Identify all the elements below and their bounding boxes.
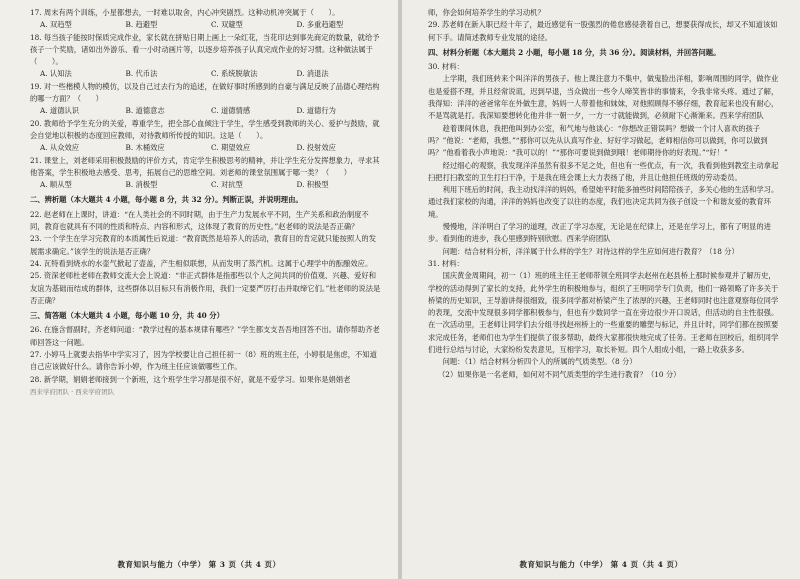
section-heading: 四、材料分析题（本大题共 2 小题，每小题 18 分，共 36 分）。阅读材料，并回答问题。 (428, 47, 721, 57)
question-24: 24. 瓦特看到烧水的水壶气掀起了壶盖，产生相似联想，从而发明了蒸汽机。这属于心理学中的酝酿效应。 (30, 258, 373, 268)
option: A. 顺从型 (40, 180, 72, 190)
question-29: 29. 苏老师在新入职已经十年了，最近感觉有一股强烈的倦怠感侵袭着自己，想要获得成长，却又不知道该如何下手。请简述教师专业发展的途径。 (428, 20, 778, 42)
option: C. 期望效应 (211, 143, 251, 153)
page-4-footer: 教育知识与能力（中学） 第 4 页（共 4 页） (519, 559, 683, 569)
page-3-content (30, 7, 382, 398)
question-27: 27. 小婷马上就要去指华中学实习了，因为学校要让自己担任初一（8）班的班主任，小婷很是焦虑，不知道自己应该做好什么。请你告诉小婷，作为班主任应该做哪些工作。 (30, 350, 377, 372)
question-20: 20. 教师给予学生充分的关爱，尊重学生，把全部心血倾注于学生，学生感受到教师的关心、爱护与鼓励，就会自觉地以积极的态度回应教师，对待教师所传授的知识。这是（ ）。 (30, 118, 380, 140)
material-paragraph: 国庆黄金周期间，初一（1）班的班主任王老师带领全班同学去赵州在赵县桥上那时候参观并了解历史，学校的活动得到了家长的支持，此外学生的积极地参与，组织了王明同学专门负责，他们一路领略了许多关于桥梁的历史知识，王导游讲得很细致，很多同学都对桥梁产生了浓厚的兴趣，王老师同时也注意观察每位同学的表现，交流中发现很多同学都积极参与，但也有少数同学一直在旁边很少开口说话，但活动的自主性很强。在一次活动里，王老师让同学们去分组寻找赵州桥上的一些重要的雕塑与标记，并且计时，同学们都在按照要求完成任务，老师们也为学生们提供了很多帮助，最终大家都很快地完成了任务。王老师在回校后，组织同学们进行总结与讨论，大家纷纷发表意见，互相学习，取长补短。四个人组成小组，一路上收获多多。 (428, 271, 779, 355)
page-4-content (428, 7, 782, 381)
question-17: 17. 周末有两个训练，小星都想去，一时难以取舍，内心冲突剧烈。这种动机冲突属于（ ）。 (30, 8, 340, 17)
page-4 (402, 0, 800, 579)
option: A. 认知法 (40, 69, 72, 79)
option: D. 消退法 (296, 69, 329, 79)
question-31-prompt-2: （2）如果你是一名老师，如何对不同气质类型的学生进行教育？（10 分） (438, 369, 681, 379)
question-17-options (30, 19, 382, 31)
question-21: 21. 课堂上，刘老师采用积极鼓励的评价方式，肯定学生积极思考的精神，并让学生充分发挥想象力，寻求其他答案，学生积极地去感受、思考，拓展自己的思维空间。刘老师的课堂氛围属于哪一类？（ ） (30, 155, 380, 177)
option: A. 双趋型 (40, 20, 72, 30)
option: B. 趋避型 (125, 20, 158, 30)
option: C. 道德情感 (211, 106, 251, 116)
option: A. 道德认识 (40, 106, 80, 116)
page-3-footer: 教育知识与能力（中学） 第 3 页（共 4 页） (117, 559, 281, 569)
option: A. 从众效应 (40, 143, 80, 153)
question-19-options (30, 105, 382, 117)
option: B. 木桶效应 (125, 143, 165, 153)
watermark-stamp: 西来学府团队 · 西来学府团队 (30, 387, 115, 396)
option: B. 消极型 (125, 180, 158, 190)
option: B. 代币法 (125, 69, 158, 79)
material-paragraph: 趁着课间休息，我把他叫到办公室，和气地与他谈心：“你想改正错误吗？想做一个讨人喜欢的孩子吗？”他说：“老师，我想。”“那你可以先从认真写作业、好好学习做起，老师相信你可以做到，你可以做到吗？”他看着我小声地说：“我可以的！”“那你可要说到做到哦！老师期待你的好表现。”“好！” (428, 123, 768, 158)
option: B. 道德意志 (125, 106, 165, 116)
question-30-prompt: 问题：结合材料分析，洋洋属于什么样的学生？对待这样的学生应如何进行教育？（18 分） (442, 246, 739, 256)
section-heading: 三、简答题（本大题共 4 小题，每小题 10 分，共 40 分） (30, 311, 224, 321)
option: D. 道德行为 (296, 106, 336, 116)
question-26: 26. 在施含督副时，齐老师问道：“教学过程的基本规律有哪些？”学生都支支吾吾地回答不出。请你帮助齐老师回答这一问题。 (30, 325, 380, 347)
material-paragraph: 经过细心的观察，我发现洋洋虽然有很多不足之处，但也有一些优点，有一次，我看到他到教室主动拿起扫把打扫教室的卫生打扫干净，于是我在班会课上大力表扬了他，并且让他担任班级的劳动委员。 (428, 160, 779, 182)
question-23: 23. 一个学生在学习完教育的本质属性后说道：“教育既然是培养人的活动，教育目的肯定就只能按照人的发展需求确定。”该学生的说法是否正确？ (30, 234, 377, 256)
option: D. 积极型 (296, 180, 329, 190)
option: C. 系统脱敏法 (211, 69, 258, 79)
section-heading: 二、辨析题（本大题共 4 小题，每小题 8 分，共 32 分）。判断正误，并说明理由。 (30, 195, 303, 205)
option: D. 多重趋避型 (296, 20, 344, 30)
question-31: 31. 材料： (428, 258, 464, 268)
question-25: 25. 资深老师杜老师在教师交流大会上说道：“非正式群体是指那些以个人之间共同的价值观、兴趣、爱好和友谊为基础而结成的群体，这些群体以目标只有消极作用，我们一定要严厉打击并取缔它们。”杜老师的说法是否正确？ (30, 271, 381, 305)
question-22: 22. 赵老师在上课时，讲道：“在人类社会的不同时期，由于生产力发展水平不同，生产关系和政治制度不同，教育也就具有不同的性质和特点、内容和形式，这体现了教育的历史性。”赵老师的说法是否正确？ (30, 209, 369, 232)
question-21-options (30, 179, 382, 191)
option: D. 投射效应 (296, 143, 336, 153)
material-paragraph: 上学期，我们班转来个叫洋洋的男孩子。他上课注意力不集中，做鬼脸出洋相，影响周围的同学，做作业也是爱搭不理，并且经常说谎，迟到早退，当众做出一些令人啼笑皆非的事情来，令我非常头疼。通过了解，我得知：洋洋的爸爸常年在外做生意，妈妈一人带着他和妹妹，对他照顾得不够仔细，教育起来也没有耐心，不是骂就是打。我深知要想转化他并非一朝一夕，一方一寸就能做到，必须耐下心渐渐来。西来学府团队 (428, 74, 779, 121)
page-3 (0, 0, 398, 579)
question-18: 18. 每当孩子能按时保质完成作业，家长就在拼贴日期上画上一朵红花，当花印达到事先商定的数量，就给予孩子一个奖励，诸如出外游乐、看一小时动画片等，以逐步培养孩子认真完成作业的好习惯。这种做法属于（ ）。 (30, 32, 380, 67)
question-20-options (30, 142, 382, 154)
option: C. 双避型 (211, 20, 243, 30)
question-28-continued: 师，你会如何培养学生的学习动机？ (428, 8, 545, 17)
question-19: 19. 对一些楷模人物的模仿，以及自己过去行为的追述，在做好事时所感到的自豪与满足反映了品德心理结构的哪一方面？（ ） (30, 81, 380, 104)
question-28: 28. 新学期，娟娟老师接到一个新班，这个班学生学习都是很不好，就是不爱学习。如果你是娟娟老 (30, 374, 351, 384)
material-paragraph: 利用下班后的时间，我主动找洋洋的妈妈，希望她平时能多抽些时间陪陪孩子，多关心他的生活和学习。通过我们家校的沟通，洋洋的妈妈也改变了以往的态度，我们也决定共同为孩子创设一个和谐友爱的教育环境。 (428, 185, 779, 219)
question-18-options (30, 68, 382, 80)
material-paragraph: 慢慢地，洋洋明白了学习的道理，改正了学习态度，无论是在纪律上，还是在学习上，都有了明显的进步。看到他的进步，我心里感到特别欣慰。西来学府团队 (428, 222, 771, 244)
question-30: 30. 材料： (428, 62, 464, 72)
question-31-prompt: 问题：（1）结合材料分析四个人的所属的气质类型。（8 分） (442, 357, 637, 367)
option: C. 对抗型 (211, 180, 243, 190)
